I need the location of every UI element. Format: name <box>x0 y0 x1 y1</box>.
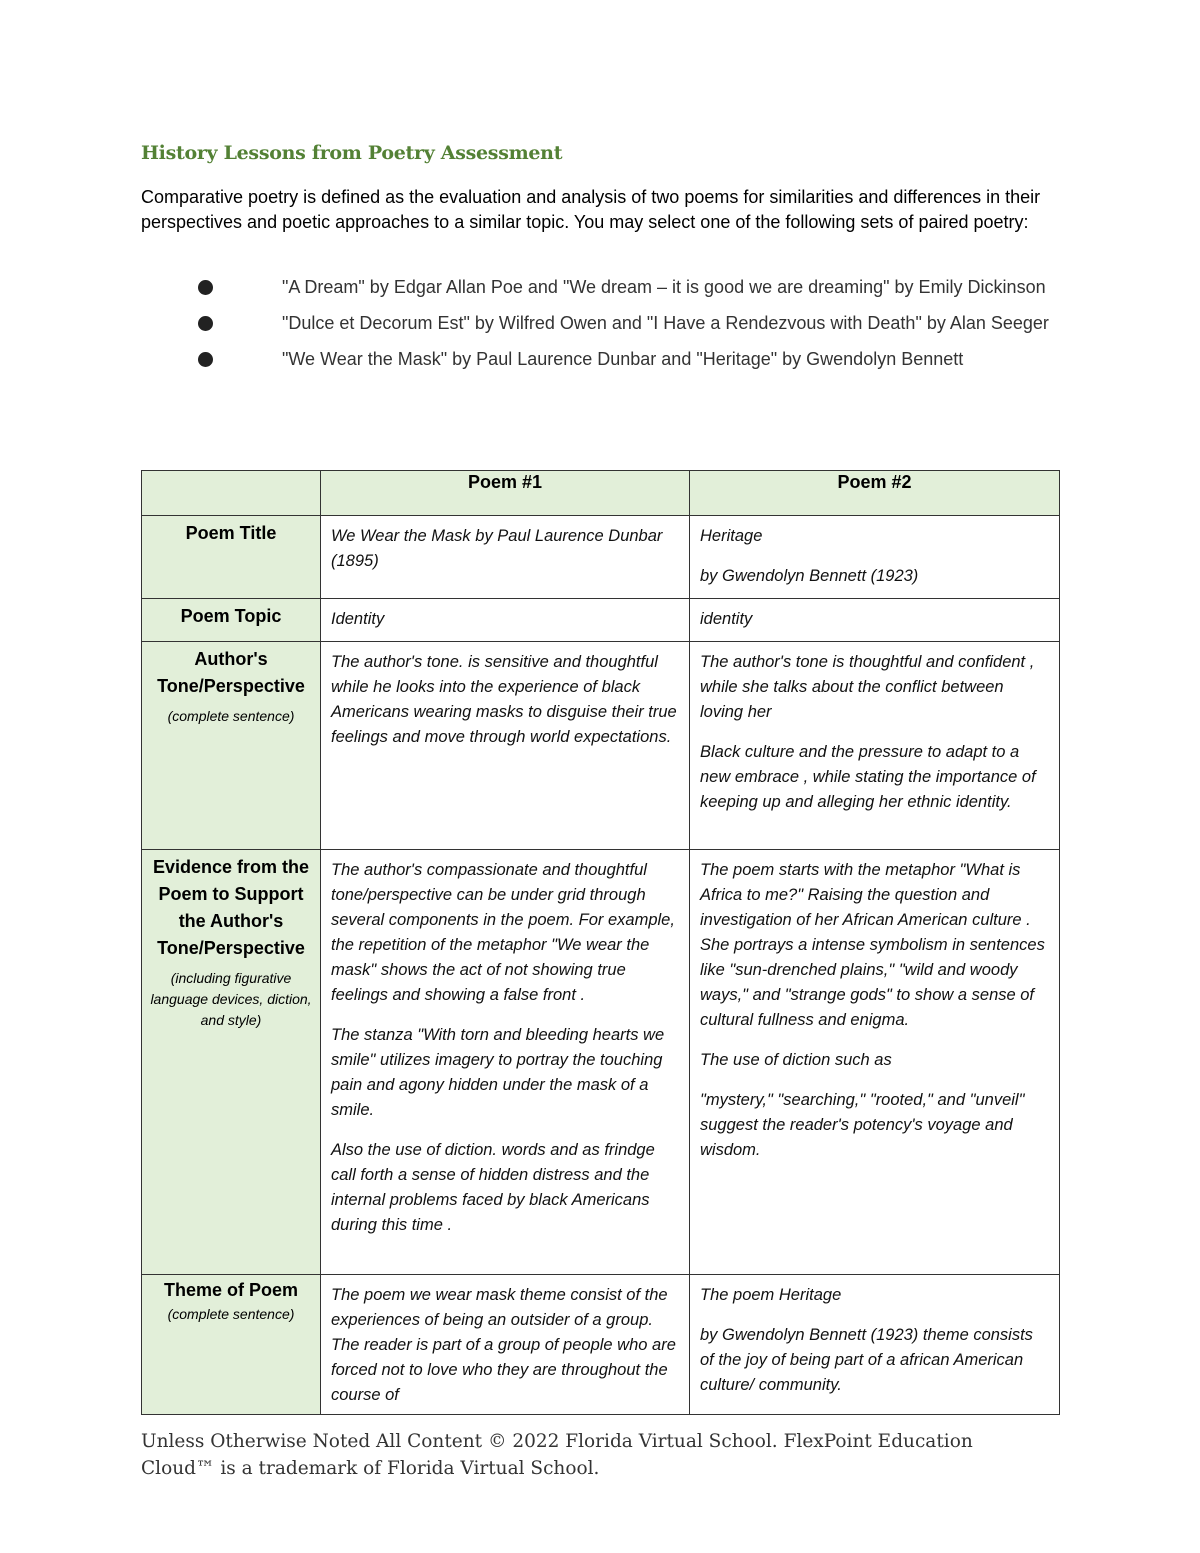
poem-2-cell: The poem starts with the metaphor "What is Africa to me?" Raising the question and investigation of her African American culture . She portrays a intense symbolism in sentences like "sun-drenched plains," "wild and woody ways," and "strange gods" to show a sense of cultural fullness and enigma. The use of diction such as "mystery," "searching," "rooted," and "unveil" suggest the reader's potency's voyage and wisdom. <box>690 850 1060 1275</box>
comparison-table <box>141 470 1060 1415</box>
poem-1-cell: Identity <box>321 599 690 642</box>
poem-1-cell: We Wear the Mask by Paul Laurence Dunbar (1895) <box>321 516 690 599</box>
header-poem-1: Poem #1 <box>321 471 690 516</box>
table-row <box>142 1275 1060 1415</box>
row-label: Poem Title <box>142 516 321 599</box>
header-poem-2: Poem #2 <box>690 471 1060 516</box>
bullet-icon <box>198 352 213 367</box>
row-label: Author's Tone/Perspective (complete sentence) <box>142 642 321 850</box>
bullet-icon <box>198 316 213 331</box>
table-row <box>142 642 1060 850</box>
bullet-icon <box>198 280 213 295</box>
poem-pair-list <box>141 270 1061 378</box>
row-label: Evidence from the Poem to Support the Author's Tone/Perspective (including figurative language devices, diction, and style) <box>142 850 321 1275</box>
poem-2-cell: Heritage by Gwendolyn Bennett (1923) <box>690 516 1060 599</box>
header-empty <box>142 471 321 516</box>
list-item: "Dulce et Decorum Est" by Wilfred Owen and "I Have a Rendezvous with Death" by Alan Seeger <box>141 306 1061 340</box>
row-label: Theme of Poem (complete sentence) <box>142 1275 321 1415</box>
list-item: "We Wear the Mask" by Paul Laurence Dunbar and "Heritage" by Gwendolyn Bennett <box>141 342 1061 376</box>
poem-1-cell: The poem we wear mask theme consist of the experiences of being an outsider of a group. The reader is part of a group of people who are forced not to love who they are throughout the course of <box>321 1275 690 1415</box>
poem-2-cell: identity <box>690 599 1060 642</box>
table-row <box>142 850 1060 1275</box>
poem-1-cell: The author's tone. is sensitive and thoughtful while he looks into the experience of black Americans wearing masks to disguise their true feelings and move through world expectations. <box>321 642 690 850</box>
table-row <box>142 599 1060 642</box>
poem-1-cell: The author's compassionate and thoughtful tone/perspective can be under grid through several components in the poem. For example, the repetition of the metaphor "We wear the mask" shows the act of not showing true feelings and showing a false front . The stanza "With torn and bleeding hearts we smile" utilizes imagery to portray the touching pain and agony hidden under the mask of a smile. Also the use of diction. words and as frindge call forth a sense of hidden distress and the internal problems faced by black Americans during this time . <box>321 850 690 1275</box>
table-row <box>142 516 1060 599</box>
poem-2-cell: The author's tone is thoughtful and confident , while she talks about the conflict between loving her Black culture and the pressure to adapt to a new embrace , while stating the importance of keeping up and alleging her ethnic identity. <box>690 642 1060 850</box>
row-label: Poem Topic <box>142 599 321 642</box>
table-header-row <box>142 471 1060 516</box>
copyright-footer: Unless Otherwise Noted All Content © 2022 Florida Virtual School. FlexPoint Education Cloud™ is a trademark of Florida Virtual School. <box>141 1431 973 1479</box>
page-title: History Lessons from Poetry Assessment <box>141 142 563 164</box>
poem-2-cell: The poem Heritage by Gwendolyn Bennett (1923) theme consists of the joy of being part of a african American culture/ community. <box>690 1275 1060 1415</box>
list-item: "A Dream" by Edgar Allan Poe and "We dream – it is good we are dreaming" by Emily Dickinson <box>141 270 1061 304</box>
intro-paragraph: Comparative poetry is defined as the evaluation and analysis of two poems for similarities and differences in their perspectives and poetic approaches to a similar topic. You may select one of the following sets of paired poetry: <box>141 187 1041 232</box>
